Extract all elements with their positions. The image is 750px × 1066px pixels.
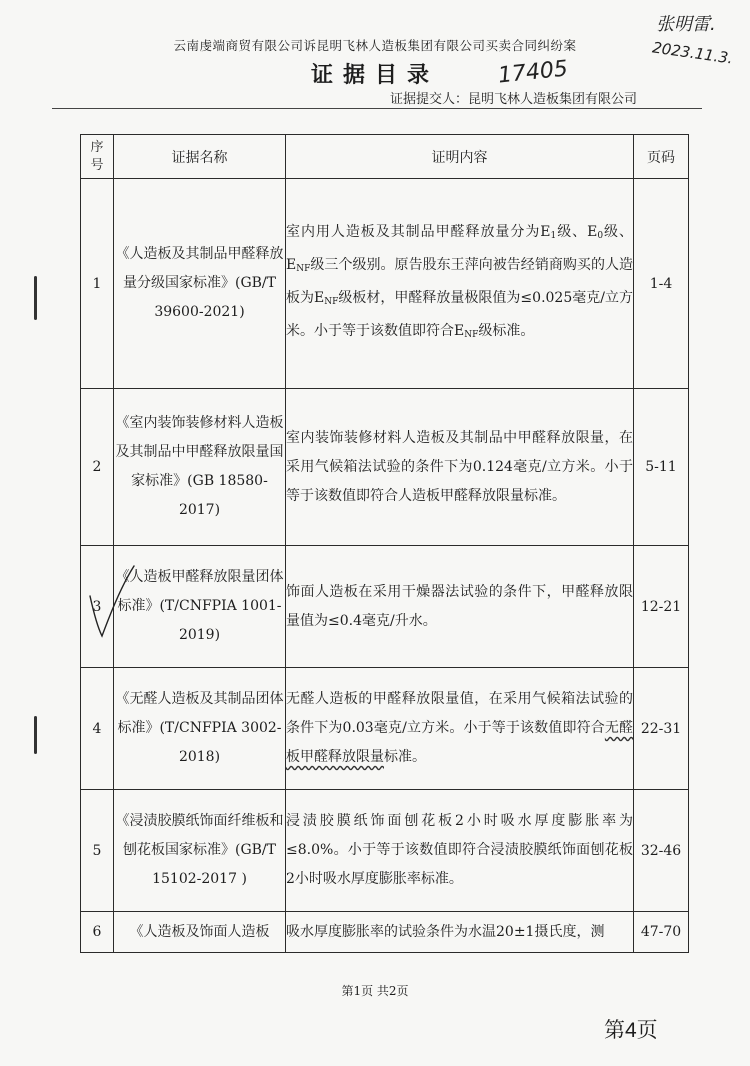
row-content: 无醛人造板的甲醛释放限量值，在采用气候箱法试验的条件下为0.03毫克/立方米。小于等于该数值即符合无醛板甲醛释放限量标准。: [286, 668, 634, 790]
margin-mark-bottom: [34, 716, 37, 754]
row-no: 6: [81, 912, 114, 953]
row-pages: 22-31: [634, 668, 689, 790]
handwritten-number: 17405: [496, 56, 570, 89]
handwritten-date: 2023.11.3.: [651, 38, 734, 68]
submitter: 证据提交人：昆明飞林人造板集团有限公司: [390, 92, 638, 107]
page-stamp: 第4页: [604, 1019, 658, 1042]
row-name: 《人造板及其制品甲醛释放量分级国家标准》(GB/T 39600-2021): [114, 179, 286, 389]
header-no: 序号: [81, 135, 114, 179]
row-content: 饰面人造板在采用干燥器法试验的条件下，甲醛释放限量值为≤0.4毫克/升水。: [286, 546, 634, 668]
row-pages: 5-11: [634, 389, 689, 546]
table-row: [81, 912, 689, 953]
row-name: 《人造板及饰面人造板: [114, 912, 286, 953]
row-content: 室内装饰装修材料人造板及其制品中甲醛释放限量，在采用气候箱法试验的条件下为0.124毫克/立方米。小于等于该数值即符合人造板甲醛释放限量标准。: [286, 389, 634, 546]
row-pages: 1-4: [634, 179, 689, 389]
row-name: 《人造板甲醛释放限量团体标准》(T/CNFPIA 1001-2019): [114, 546, 286, 668]
case-title: 云南虔端商贸有限公司诉昆明飞林人造板集团有限公司买卖合同纠纷案: [173, 38, 577, 53]
wavy-underline: 无醛板甲醛释放限量: [286, 720, 634, 765]
evidence-table: [80, 134, 689, 953]
row-pages: 12-21: [634, 546, 689, 668]
table-row: [81, 179, 689, 389]
row-content: 浸渍胶膜纸饰面刨花板2小时吸水厚度膨胀率为≤8.0%。小于等于该数值即符合浸渍胶膜纸饰面刨花板2小时吸水厚度膨胀率标准。: [286, 790, 634, 912]
margin-mark-top: [34, 276, 37, 320]
header-rule: [52, 108, 702, 109]
document-title: 证据目录: [310, 62, 439, 88]
row-name: 《室内装饰装修材料人造板及其制品中甲醛释放限量国家标准》(GB 18580-2017): [114, 389, 286, 546]
row-no: 3: [81, 546, 114, 668]
table-row: [81, 389, 689, 546]
handwritten-signature: 张明雷.: [656, 14, 716, 35]
row-name: 《无醛人造板及其制品团体标准》(T/CNFPIA 3002-2018): [114, 668, 286, 790]
page-footer: 第1页 共2页: [341, 984, 409, 998]
header-pages: 页码: [634, 135, 689, 179]
table-row: [81, 790, 689, 912]
row-pages: 32-46: [634, 790, 689, 912]
row-content: 吸水厚度膨胀率的试验条件为水温20±1摄氏度，测: [286, 912, 634, 953]
table-row: [81, 668, 689, 790]
row-no: 1: [81, 179, 114, 389]
table-row: [81, 546, 689, 668]
row-name: 《浸渍胶膜纸饰面纤维板和刨花板国家标准》(GB/T 15102-2017 ): [114, 790, 286, 912]
row-pages: 47-70: [634, 912, 689, 953]
row-no: 4: [81, 668, 114, 790]
header-name: 证据名称: [114, 135, 286, 179]
row-no: 5: [81, 790, 114, 912]
handwritten-check-mark-icon: [86, 562, 136, 642]
table-header-row: [81, 135, 689, 179]
row-no: 2: [81, 389, 114, 546]
row-content: 室内用人造板及其制品甲醛释放量分为$E_1$级、$E_0$级、$E_{NF}$级三个级别。原告股东王萍向被告经销商购买的人造板为$E_{NF}$级板材，甲醛释放量极限值为≤0.025毫克/立方米。小于等于该数值即符合$E_{NF}$级标准。: [286, 179, 634, 389]
header-content: 证明内容: [286, 135, 634, 179]
